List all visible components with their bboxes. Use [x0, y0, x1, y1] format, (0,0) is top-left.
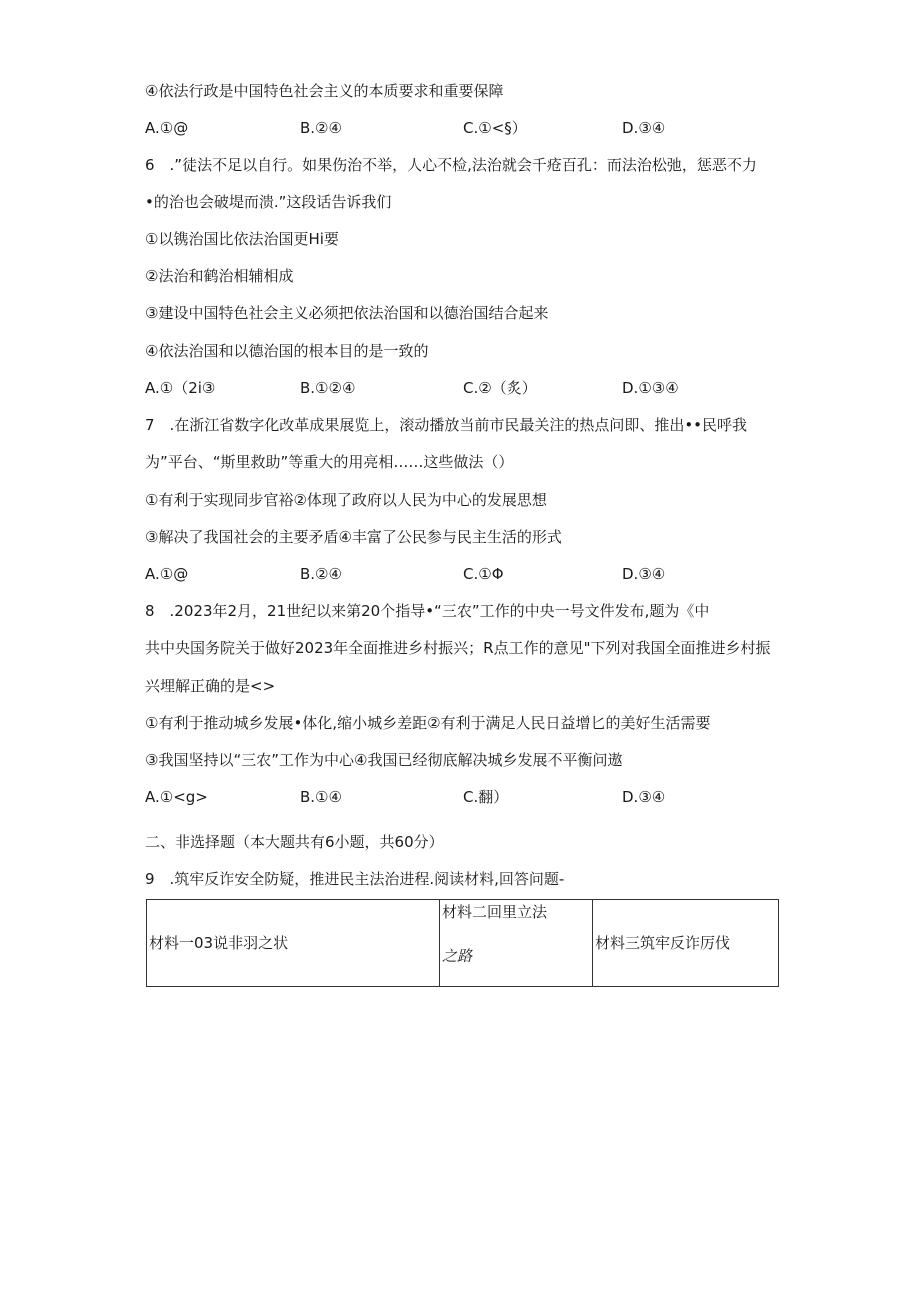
q7-option-a: A.①@ [145, 565, 189, 583]
q5-statement-4: ④依法行政是中国特色社会主义的本质要求和重要保障 [145, 82, 504, 100]
q6-option-a: A.①（2i③ [145, 379, 216, 397]
table-row [147, 900, 779, 987]
q7-stem-line-1: 7 .在浙江省数字化改革成果展览上，滚动播放当前市民最关注的热点问即、推出••民呼我 [145, 416, 748, 434]
q6-option-c: C.②（炙） [463, 379, 537, 397]
q8-stem-line-1: 8 .2023年2月，21世纪以来第20个指导•“三农”工作的中央一号文件发布,题为《中 [145, 602, 710, 620]
q7-options [145, 564, 785, 584]
q8-options [145, 787, 785, 807]
material-2-cell [440, 900, 593, 987]
q5-options [145, 118, 785, 138]
q7-statements-1-2: ①有利于实现同步官裕②体现了政府以人民为中心的发展思想 [145, 491, 547, 509]
q8-statements-3-4: ③我国坚持以“三农”工作为中心④我国已经彻底解决城乡发展不平衡问遨 [145, 751, 623, 769]
q9-stem: 9 .筑牢反诈安全防疑，推进民主法治进程.阅读材料,回答问题- [145, 870, 565, 888]
q6-statement-2: ②法治和鹤治相辅相成 [145, 267, 294, 285]
q6-statement-4: ④依法治国和以德治国的根本目的是一致的 [145, 342, 429, 360]
q5-option-d: D.③④ [622, 119, 666, 137]
q5-option-a: A.①@ [145, 119, 189, 137]
q8-option-c: C.翻） [463, 788, 509, 806]
q7-option-b: B.②④ [300, 565, 342, 583]
material-2-subtitle: 之路 [442, 947, 473, 965]
q8-stem-line-2: 共中央国务院关于做好2023年全面推进乡村振兴；R点工作的意见"下列对我国全面推进乡村振 [145, 639, 771, 657]
material-1-cell: 材料一03说非羽之状 [147, 900, 440, 987]
q6-statement-1: ①以镌治国比依法治国更Hi要 [145, 230, 339, 248]
q6-statement-3: ③建设中国特色社会主义必须把依法治国和以德治国结合起来 [145, 304, 549, 322]
material-3-cell: 材料三筑牢反诈厉伐 [593, 900, 779, 987]
q7-option-c: C.①Φ [463, 565, 504, 583]
q7-stem-line-2: 为”平台、“斯里救助”等重大的用亮相……这些做法（） [145, 453, 514, 471]
materials-table [146, 899, 779, 987]
q8-option-a: A.①<g> [145, 788, 208, 806]
q8-option-b: B.①④ [300, 788, 342, 806]
q8-stem-line-3: 兴埋解正确的是<> [145, 677, 276, 695]
q7-option-d: D.③④ [622, 565, 666, 583]
q5-option-b: B.②④ [300, 119, 342, 137]
q5-option-c: C.①<§） [463, 119, 527, 137]
q6-options [145, 378, 785, 398]
material-2-title: 材料二回里立法 [442, 903, 548, 921]
q6-stem-line-2: •的治也会破堤而溃.”这段话告诉我们 [145, 193, 392, 211]
q6-option-b: B.①②④ [300, 379, 356, 397]
q8-statements-1-2: ①有利于推动城乡发展•体化,缩小城乡差距②有利于满足人民日益增匕的美好生活需要 [145, 714, 711, 732]
q6-stem-line-1: 6 .”徒法不足以自行。如果伤治不举，人心不检,法治就会千疮百孔：而法治松弛，惩恶不力 [145, 156, 757, 174]
q7-statements-3-4: ③解决了我国社会的主要矛盾④丰富了公民参与民主生活的形式 [145, 528, 562, 546]
q6-option-d: D.①③④ [622, 379, 679, 397]
section-2-heading: 二、非选择题（本大题共有6小题，共60分） [145, 833, 444, 851]
q8-option-d: D.③④ [622, 788, 666, 806]
